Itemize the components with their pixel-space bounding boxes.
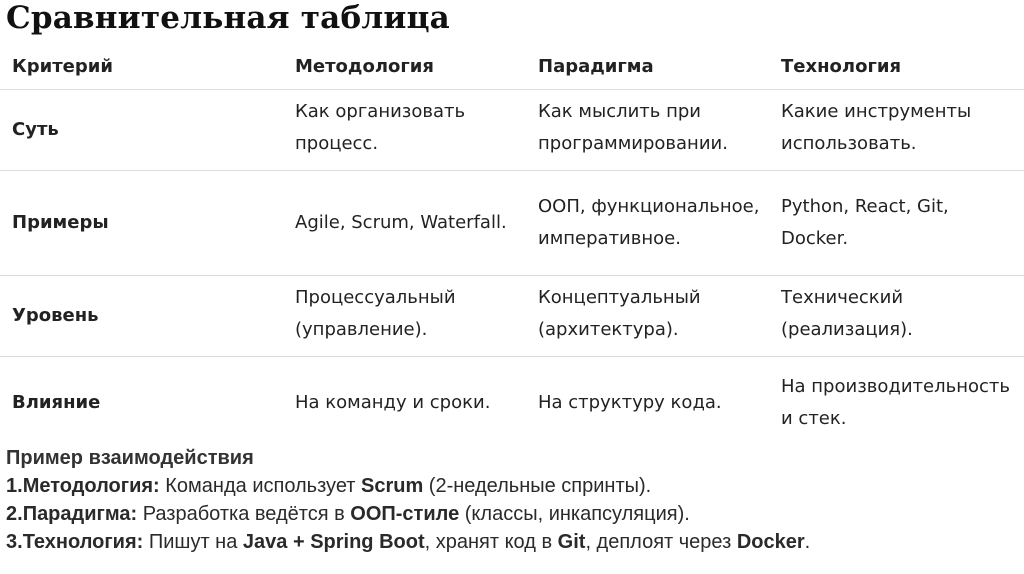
line-text: Команда использует	[159, 475, 361, 497]
table-cell: На структуру кода.	[538, 392, 722, 413]
row-label: Влияние	[12, 392, 101, 413]
table-cell: На команду и сроки.	[295, 392, 491, 413]
example-line-paradigm	[6, 500, 1020, 528]
example-line-methodology	[6, 472, 1020, 500]
line-text: .	[804, 531, 811, 553]
line-text: Пишут на	[143, 531, 243, 553]
table-header-row	[0, 44, 1024, 90]
line-number: 1.	[6, 475, 23, 497]
table-cell: Agile, Scrum, Waterfall.	[283, 171, 526, 276]
table-cell: Процессуальный (управление).	[283, 276, 526, 357]
header-methodology: Методология	[283, 44, 526, 90]
table-cell: Как мыслить при программировании.	[526, 90, 769, 171]
line-text: (классы, инкапсуляция).	[459, 503, 690, 525]
line-emphasis: Git	[557, 531, 586, 553]
header-technology: Технология	[769, 44, 1024, 90]
table-cell: Технический (реализация).	[769, 276, 1024, 357]
header-criterion: Критерий	[0, 44, 283, 90]
line-text: Разработка ведётся в	[137, 503, 351, 525]
line-number: 3.	[6, 531, 23, 553]
row-label: Суть	[0, 90, 283, 171]
line-emphasis: Docker	[736, 531, 805, 553]
table-row	[0, 276, 1024, 357]
table-cell: Python, React, Git, Docker.	[769, 171, 1024, 276]
table-cell: Какие инструменты использовать.	[769, 90, 1024, 171]
table-cell: Как организовать процесс.	[283, 90, 526, 171]
table-cell: На производительность и стек.	[781, 376, 1010, 429]
page-title: Сравнительная таблица	[6, 0, 450, 36]
example-line-technology	[6, 528, 1020, 556]
example-title: Пример взаимодействия	[6, 447, 254, 469]
line-label: Технология:	[22, 531, 144, 553]
table-row	[0, 357, 1024, 450]
table-row	[0, 171, 1024, 276]
table-cell: ООП, функциональное, императивное.	[526, 171, 769, 276]
line-emphasis: Scrum	[361, 475, 424, 497]
row-label: Примеры	[0, 171, 283, 276]
line-text: , хранят код в	[424, 531, 558, 553]
header-paradigm: Парадигма	[526, 44, 769, 90]
interaction-example	[6, 444, 1020, 556]
line-text: , деплоят через	[585, 531, 737, 553]
line-label: Методология:	[22, 475, 160, 497]
comparison-table	[0, 44, 1024, 449]
table-row	[0, 90, 1024, 171]
line-label: Парадигма:	[22, 503, 138, 525]
line-emphasis: ООП-стиле	[350, 503, 460, 525]
line-emphasis: Java + Spring Boot	[242, 531, 425, 553]
table-cell: Концептуальный (архитектура).	[526, 276, 769, 357]
row-label: Уровень	[0, 276, 283, 357]
line-number: 2.	[6, 503, 23, 525]
line-text: (2-недельные спринты).	[423, 475, 652, 497]
